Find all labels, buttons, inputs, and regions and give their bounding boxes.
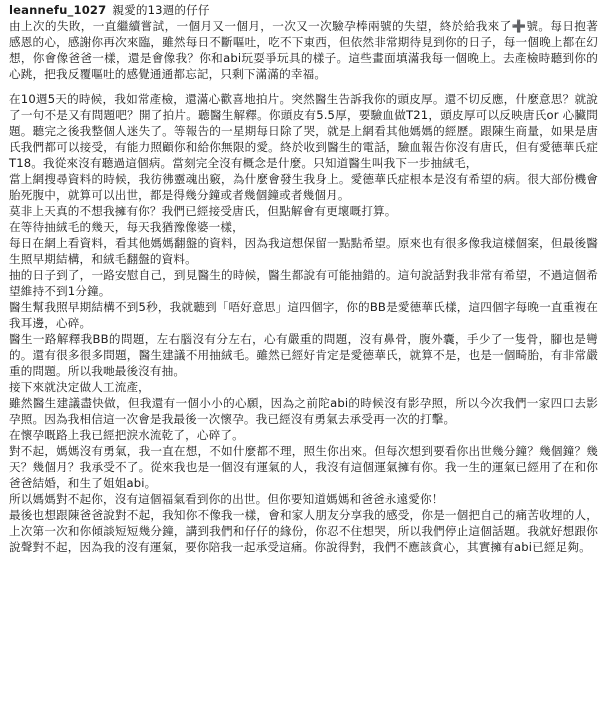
caption-paragraph: 醫生一路解釋我BB的問題，左右腦沒有分左右，心有嚴重的問題，沒有鼻骨，腹外囊，手少了一隻骨，腳也是彎的。還有很多很多問題，醫生建議不用抽絨毛。雖然已經好肯定是愛德華氏，就算不是，也是一個畸胎，有非常嚴重的問題。所以我哋最後沒有抽。 [9,332,598,378]
caption-paragraph: 由上次的失敗，一直繼續嘗試，一個月又一個月，一次又一次驗孕棒兩號的失望，終於給我來了➕號。每日抱著感恩的心，感謝你再次來臨，雖然每日不斷嘔吐，吃不下東西，但依然非常期待見到你的日子，每一個晚上都在幻想，你會像爸爸一樣，還是會像我？你和abi玩耍爭玩具的樣子。這些畫面填滿我每一個晚上。去產檢時聽到你的心跳，把我反覆嘔吐的感覺通通都忘記，只剩下滿滿的幸福。 [9,19,598,81]
caption-paragraph: 雖然醫生建議盡快做，但我還有一個小小的心願，因為之前陀abi的時候沒有影孕照，所以今次我們一家四口去影孕照。因為我相信這一次會是我最後一次懷孕。我已經沒有勇氣去承受再一次的打擊。 [9,396,598,426]
caption-paragraph: 莫非上天真的不想我擁有你？我們已經接受唐氏，但點解會有更壞嘅打算。 [9,204,397,218]
caption-paragraph: 在懷孕嘅路上我已經把淚水流乾了，心碎了。 [9,428,244,442]
caption-paragraph: 最後也想跟陳爸爸說對不起，我知你不像我一樣，會和家人朋友分享我的感受，你是一個把自己的痛苦收埋的人，上次第一次和你傾談短短幾分鐘，講到我們和仔仔的緣份，你忍不住想哭，所以我們停止這個話題。我就好想跟你說聲對不起，因為我的沒有運氣，要你陪我一起承受這痛。你說得對，我們不應該貪心，其實擁有abi已經足夠。 [9,508,598,554]
caption-paragraph: 對不起，媽媽沒有勇氣，我一直在想，不如什麼都不理，照生你出來。但每次想到要看你出世幾分鐘？幾個鐘？幾天？幾個月？我承受不了。從來我也是一個沒有運氣的人，我沒有這個運氣擁有你。我一生的運氣已經用了在和你爸爸結婚，和生了姐姐abi。 [9,444,598,490]
caption-paragraph: 在等待抽絨毛的幾天，每天我猶豫像婆一樣， [9,220,244,234]
caption-paragraph: 在10週5天的時候，我如常產檢，還滿心歡喜地拍片。突然醫生告訴我你的頭皮厚。還不切反應，什麼意思？就說了一句不是又有問題吧？開了拍片。聽醫生解釋。你頭皮有5.5厚，要驗血做T21，頭皮厚可以反映唐氏or 心臟問題。聽完之後我整個人迷失了。等報告的一星期每日除了哭，就是上網看其他媽媽的經歷。跟陳生商量，如果是唐氏我們都可以接受，有能力照顧你和給你無限的愛。終於收到醫生的電話，驗血報告你沒有唐氏，但有愛德華氏症T18。我從來沒有聽過這個病。當刻完全沒有概念是什麼。只知道醫生叫我下一步抽絨毛， [9,92,598,170]
post-username[interactable]: leannefu_1027 [9,3,107,17]
caption-paragraph: 醫生幫我照早期結構不到5秒，我就聽到「唔好意思」這四個字，你的BB是愛德華氏樣，這四個字每晚一直重複在我耳邊，心碎。 [9,300,598,330]
caption-paragraph: 接下來就決定做人工流產， [9,380,150,394]
caption-title: 親愛的13週的仔仔 [112,3,210,17]
caption-paragraph: 當上網搜尋資料的時候，我彷彿靈魂出竅，為什麼會發生我身上。愛德華氏症根本是沒有希望的病。很大部份機會胎死腹中，就算可以出世，都是得幾分鐘或者幾個鐘或者幾個月。 [9,172,598,202]
caption-first-paragraph [9,2,598,82]
caption-paragraph: 每日在網上看資料，看其他媽媽翻盤的資料，因為我這想保留一點點希望。原來也有很多像我這樣個案，但最後醫生照早期結構，和絨毛翻盤的資料。 [9,236,598,266]
caption-paragraph: 抽的日子到了，一路安慰自己，到見醫生的時候，醫生都說有可能抽錯的。這句說話對我非常有希望，不過這個希望維持不到1分鐘。 [9,268,598,298]
caption-paragraph: 所以媽媽對不起你，沒有這個福氣看到你的出世。但你要知道媽媽和爸爸永遠愛你！ [9,492,444,506]
